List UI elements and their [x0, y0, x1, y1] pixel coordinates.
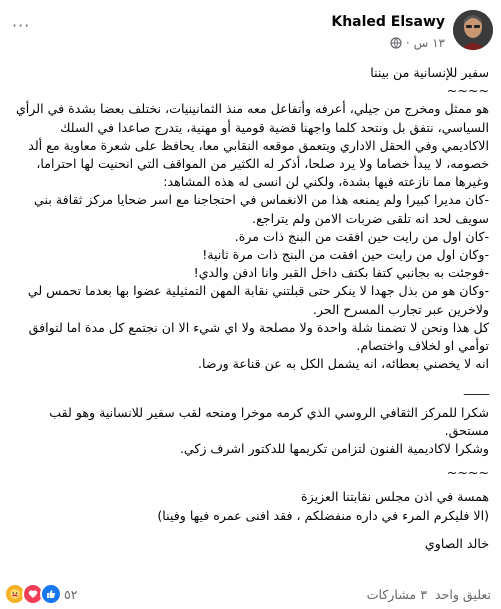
- bullet: -وكان هو من بذل جهدا لا ينكر حتى قبلتني نقابة المهن التمثيلية عضوا بها بعدما تحمس لي ولاخرين عبر تجارب المسرح الحر.: [27, 283, 489, 317]
- paragraph: كل هذا ونحن لا تضمنا شلة واحدة ولا مصلحة ولا اي شيء الا ان نجتمع كل مدة اما لتوافق توأمي او لخلاف واختصام.: [28, 319, 489, 354]
- post-footer: [10, 582, 491, 606]
- like-icon: [40, 583, 62, 605]
- separator: ~~~~: [446, 83, 489, 99]
- engagement-stats: [367, 587, 491, 602]
- author-avatar[interactable]: [453, 10, 493, 50]
- separator: ~~~~: [446, 465, 489, 481]
- globe-icon: [390, 37, 402, 49]
- paragraph: همسة في اذن مجلس نقابتنا العزيزة: [301, 489, 489, 505]
- author-name[interactable]: Khaled Elsawy: [331, 14, 445, 30]
- bullet: -وكان اول من رايت حين افقت من البنج ذات مرة ثانية!: [202, 247, 489, 263]
- post-meta: [390, 36, 445, 50]
- post-time[interactable]: ١٣ س: [413, 36, 445, 50]
- reactions-summary[interactable]: [10, 583, 82, 605]
- post-body: [12, 64, 489, 553]
- separator: ____: [463, 380, 489, 396]
- meta-dot: ·: [405, 36, 410, 50]
- reaction-count[interactable]: ٥٢: [64, 586, 78, 602]
- signature: خالد الصاوي: [424, 535, 489, 551]
- paragraph: وشكرا لاكاديمية الفنون لتزامن تكريمها للدكتور اشرف زكي.: [179, 441, 489, 457]
- shares-count[interactable]: ٣ مشاركات: [366, 586, 427, 602]
- bullet: -كان اول من رايت حين افقت من البنج ذات مرة.: [234, 228, 489, 244]
- paragraph: هو ممثل ومخرج من جيلي، أعرفه وأتفاعل معه منذ الثمانينيات، نختلف بعضا بشدة في الرأي السياسي، نتفق بل ونتحد كلما واجهنا قضية قومية أو مهنية، يتدرج صاعدا في السلك الاكاديمي وفي الحقل الاداري ويتعمق موقعه النقابي معا، يحافظ على شعرة معاوية مع ألد خصومه، لا يبدأ خصاما ولا يرد صلحا، أذكر له الكثير من المواقف التي انحنيت لها احتراما، وغيرها مما نازعته فيها بشدة، ولكني لن انسى له هذه المشاهد:: [15, 101, 489, 190]
- post-title: سفير للإنسانية من بيننا: [370, 65, 489, 80]
- more-options-icon[interactable]: ···: [12, 16, 31, 35]
- bullet: -فوجئت به بجانبي كتفا بكتف داخل القبر وانا ادفن والدي!: [193, 265, 489, 281]
- paragraph: (الا فليكرم المرء في داره منفضلكم ، فقد افنى عمره فيها وفينا): [157, 507, 489, 523]
- comments-count[interactable]: تعليق واحد: [434, 586, 491, 602]
- bullet: -كان مديرا كبيرا ولم يمنعه هذا من الانغماس في احتجاجنا مع اسر ضحايا مركز ثقافة بني سويف لحد انه تلقى ضربات الامن ولم يتراجع.: [34, 192, 489, 226]
- paragraph: شكرا للمركز الثقافي الروسي الذي كرمه موخرا ومنحه لقب سفير للانسانية وهو لقب مستحق.: [49, 404, 489, 438]
- post-header: [0, 6, 501, 56]
- paragraph: انه لا يخصني بعطائه، انه يشمل الكل به عن قناعة ورضا.: [197, 356, 489, 372]
